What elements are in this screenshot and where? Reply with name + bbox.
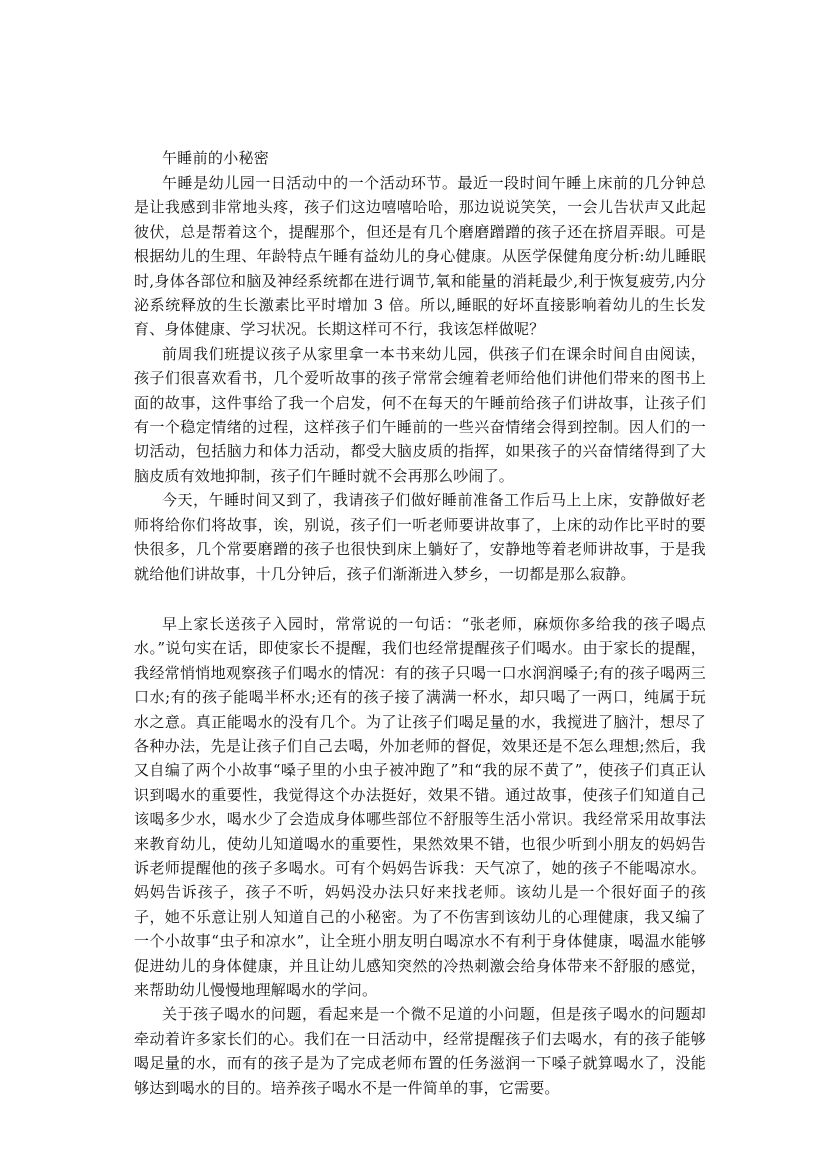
paragraph-book-idea: 前周我们班提议孩子从家里拿一本书来幼儿园，供孩子们在课余时间自由阅读，孩子们很喜欢看书，几个爱听故事的孩子常常会缠着老师给他们讲他们带来的图书上面的故事，这件事给了我一个启发，何不在每天的午睡前给孩子们讲故事，让孩子们有一个稳定情绪的过程，这样孩子们午睡前的一些兴奋情绪会得到控制。因人们的一切活动，包括脑力和体力活动，都受大脑皮质的指挥，如果孩子的兴奋情绪得到了大脑皮质有效地抑制，孩子们午睡时就不会再那么吵闹了。	[134, 344, 706, 485]
paragraph-water-conclusion: 关于孩子喝水的问题，看起来是一个微不足道的小问题，但是孩子喝水的问题却牵动着许多家长们的心。我们在一日活动中，经常提醒孩子们去喝水，有的孩子能够喝足量的水，而有的孩子是为了完成老师布置的任务滋润一下嗓子就算喝水了，没能够达到喝水的目的。培养孩子喝水不是一件简单的事，它需要。	[134, 1005, 706, 1097]
document-title: 午睡前的小秘密	[162, 149, 270, 167]
section-gap	[134, 586, 706, 612]
paragraph-storytime: 今天，午睡时间又到了，我请孩子们做好睡前准备工作后马上上床，安静做好老师将给你们将故事，诶，别说，孩子们一听老师要讲故事了，上床的动作比平时的要快很多，几个常要磨蹭的孩子也很快到床上躺好了，安静地等着老师讲故事，于是我就给他们讲故事，十几分钟后，孩子们渐渐进入梦乡，一切都是那么寂静。	[134, 491, 706, 583]
paragraph-nap-intro: 午睡是幼儿园一日活动中的一个活动环节。最近一段时间午睡上床前的几分钟总是让我感到非常地头疼，孩子们这边嘻嘻哈哈，那边说说笑笑，一会儿告状声又此起彼伏，总是帮着这个，提醒那个，但还是有几个磨磨蹭蹭的孩子还在挤眉弄眼。可是根据幼儿的生理、年龄特点午睡有益幼儿的身心健康。从医学保健角度分析:幼儿睡眠时,身体各部位和脑及神经系统都在进行调节,氧和能量的消耗最少,利于恢复疲劳,内分泌系统释放的生长激素比平时增加 3 倍。所以,睡眠的好坏直接影响着幼儿的生长发育、身体健康、学习状况。长期这样可不行，我该怎样做呢？	[134, 174, 706, 339]
paragraph-drinking-water: 早上家长送孩子入园时，常常说的一句话：“张老师，麻烦你多给我的孩子喝点水。”说句实在话，即使家长不提醒，我们也经常提醒孩子们喝水。由于家长的提醒，我经常悄悄地观察孩子们喝水的情况：有的孩子只喝一口水润润嗓子;有的孩子喝两三口水;有的孩子能喝半杯水;还有的孩子接了满满一杯水，却只喝了一两口，纯属于玩水之意。真正能喝水的没有几个。为了让孩子们喝足量的水，我搅进了脑汁，想尽了各种办法，先是让孩子们自己去喝，外加老师的督促，效果还是不怎么理想;然后，我又自编了两个小故事“嗓子里的小虫子被冲跑了”和“我的尿不黄了”，使孩子们真正认识到喝水的重要性，我觉得这个办法挺好，效果不错。通过故事，使孩子们知道自己该喝多少水，喝水少了会造成身体哪些部位不舒服等生活小常识。我经常采用故事法来教育幼儿，使幼儿知道喝水的重要性，果然效果不错，也很少听到小朋友的妈妈告诉老师提醒他的孩子多喝水。可有个妈妈告诉我：天气凉了，她的孩子不能喝凉水。妈妈告诉孩子，孩子不听，妈妈没办法只好来找老师。该幼儿是一个很好面子的孩子，她不乐意让别人知道自己的小秘密。为了不伤害到该幼儿的心理健康，我又编了一个小故事“虫子和凉水”，让全班小朋友明白喝凉水不有利于身体健康，喝温水能够促进幼儿的身体健康，并且让幼儿感知突然的冷热刺激会给身体带来不舒服的感觉，来帮助幼儿慢慢地理解喝水的学问。	[134, 614, 706, 999]
document-body	[134, 145, 706, 1100]
